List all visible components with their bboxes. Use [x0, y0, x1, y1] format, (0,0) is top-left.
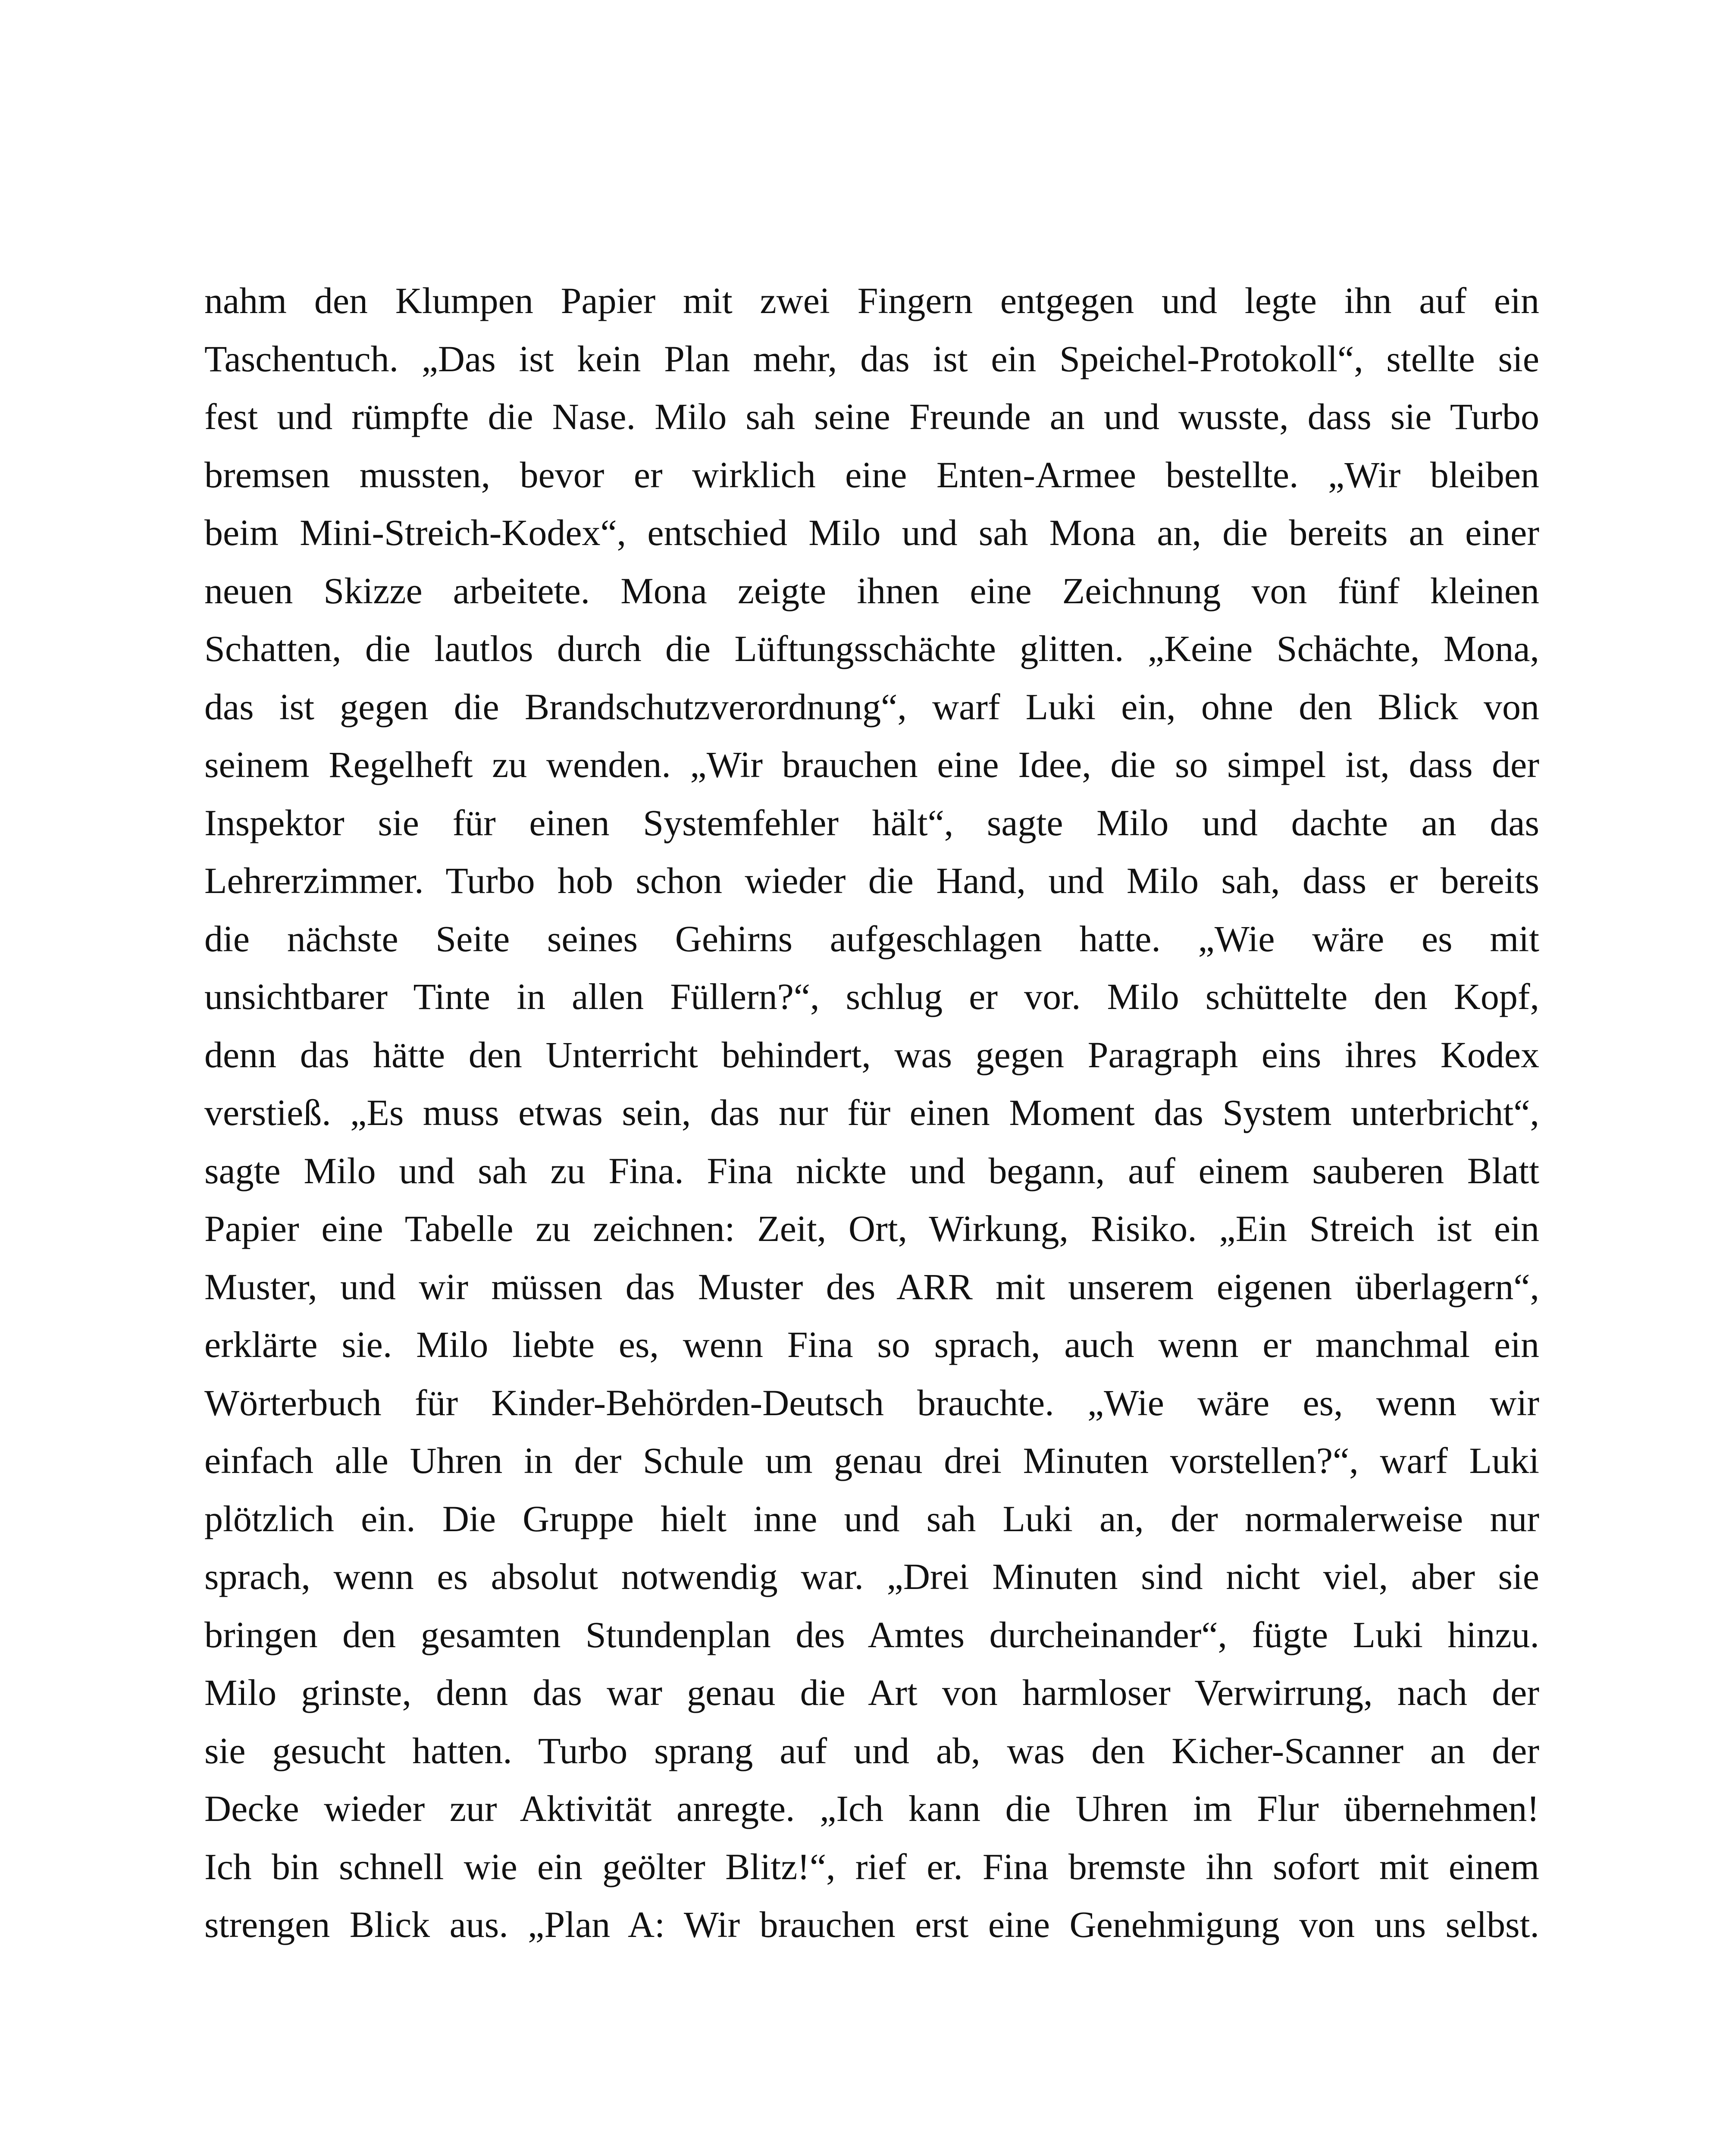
text-line: Papier eine Tabelle zu zeichnen: Zeit, Ort, Wirkung, Risiko. „Ein Streich ist ein — [204, 1208, 1539, 1249]
text-line: beim Mini-Streich-Kodex“, entschied Milo und sah Mona an, die bereits an einer — [204, 512, 1539, 553]
text-line: denn das hätte den Unterricht behindert, was gegen Paragraph eins ihres Kodex — [204, 1034, 1539, 1075]
text-line: Taschentuch. „Das ist kein Plan mehr, das ist ein Speichel-Protokoll“, stellte sie — [204, 338, 1539, 379]
text-line: sprach, wenn es absolut notwendig war. „Drei Minuten sind nicht viel, aber sie — [204, 1556, 1539, 1597]
text-line: Inspektor sie für einen Systemfehler hält“, sagte Milo und dachte an das — [204, 802, 1539, 843]
text-line: verstieß. „Es muss etwas sein, das nur für einen Moment das System unterbricht“, — [204, 1092, 1539, 1133]
text-line: plötzlich ein. Die Gruppe hielt inne und sah Luki an, der normalerweise nur — [204, 1498, 1539, 1539]
text-line: sie gesucht hatten. Turbo sprang auf und ab, was den Kicher-Scanner an der — [204, 1730, 1539, 1771]
text-line: seinem Regelheft zu wenden. „Wir brauchen eine Idee, die so simpel ist, dass der — [204, 744, 1539, 785]
text-line: Milo grinste, denn das war genau die Art von harmloser Verwirrung, nach der — [204, 1672, 1539, 1713]
body-text — [204, 272, 1539, 1954]
text-line: einfach alle Uhren in der Schule um genau drei Minuten vorstellen?“, warf Luki — [204, 1440, 1539, 1481]
text-line: Schatten, die lautlos durch die Lüftungsschächte glitten. „Keine Schächte, Mona, — [204, 628, 1539, 669]
text-line: fest und rümpfte die Nase. Milo sah seine Freunde an und wusste, dass sie Turbo — [204, 396, 1539, 437]
text-line: neuen Skizze arbeitete. Mona zeigte ihnen eine Zeichnung von fünf kleinen — [204, 570, 1539, 611]
text-line: strengen Blick aus. „Plan A: Wir brauchen erst eine Genehmigung von uns selbst. — [204, 1904, 1539, 1945]
text-line: Ich bin schnell wie ein geölter Blitz!“, rief er. Fina bremste ihn sofort mit einem — [204, 1846, 1539, 1887]
text-line: Muster, und wir müssen das Muster des ARR mit unserem eigenen überlagern“, — [204, 1266, 1539, 1307]
text-line: bringen den gesamten Stundenplan des Amtes durcheinander“, fügte Luki hinzu. — [204, 1614, 1539, 1655]
text-line: unsichtbarer Tinte in allen Füllern?“, schlug er vor. Milo schüttelte den Kopf, — [204, 976, 1539, 1017]
text-line: Decke wieder zur Aktivität anregte. „Ich kann die Uhren im Flur übernehmen! — [204, 1788, 1539, 1829]
text-line: erklärte sie. Milo liebte es, wenn Fina so sprach, auch wenn er manchmal ein — [204, 1324, 1539, 1365]
text-line: nahm den Klumpen Papier mit zwei Fingern entgegen und legte ihn auf ein — [204, 280, 1539, 321]
text-line: sagte Milo und sah zu Fina. Fina nickte und begann, auf einem sauberen Blatt — [204, 1150, 1539, 1191]
text-line: Wörterbuch für Kinder-Behörden-Deutsch brauchte. „Wie wäre es, wenn wir — [204, 1382, 1539, 1423]
text-line: die nächste Seite seines Gehirns aufgeschlagen hatte. „Wie wäre es mit — [204, 918, 1539, 959]
text-line: Lehrerzimmer. Turbo hob schon wieder die Hand, und Milo sah, dass er bereits — [204, 860, 1539, 901]
text-line: das ist gegen die Brandschutzverordnung“, warf Luki ein, ohne den Blick von — [204, 686, 1539, 727]
text-line: bremsen mussten, bevor er wirklich eine Enten-Armee bestellte. „Wir bleiben — [204, 454, 1539, 495]
